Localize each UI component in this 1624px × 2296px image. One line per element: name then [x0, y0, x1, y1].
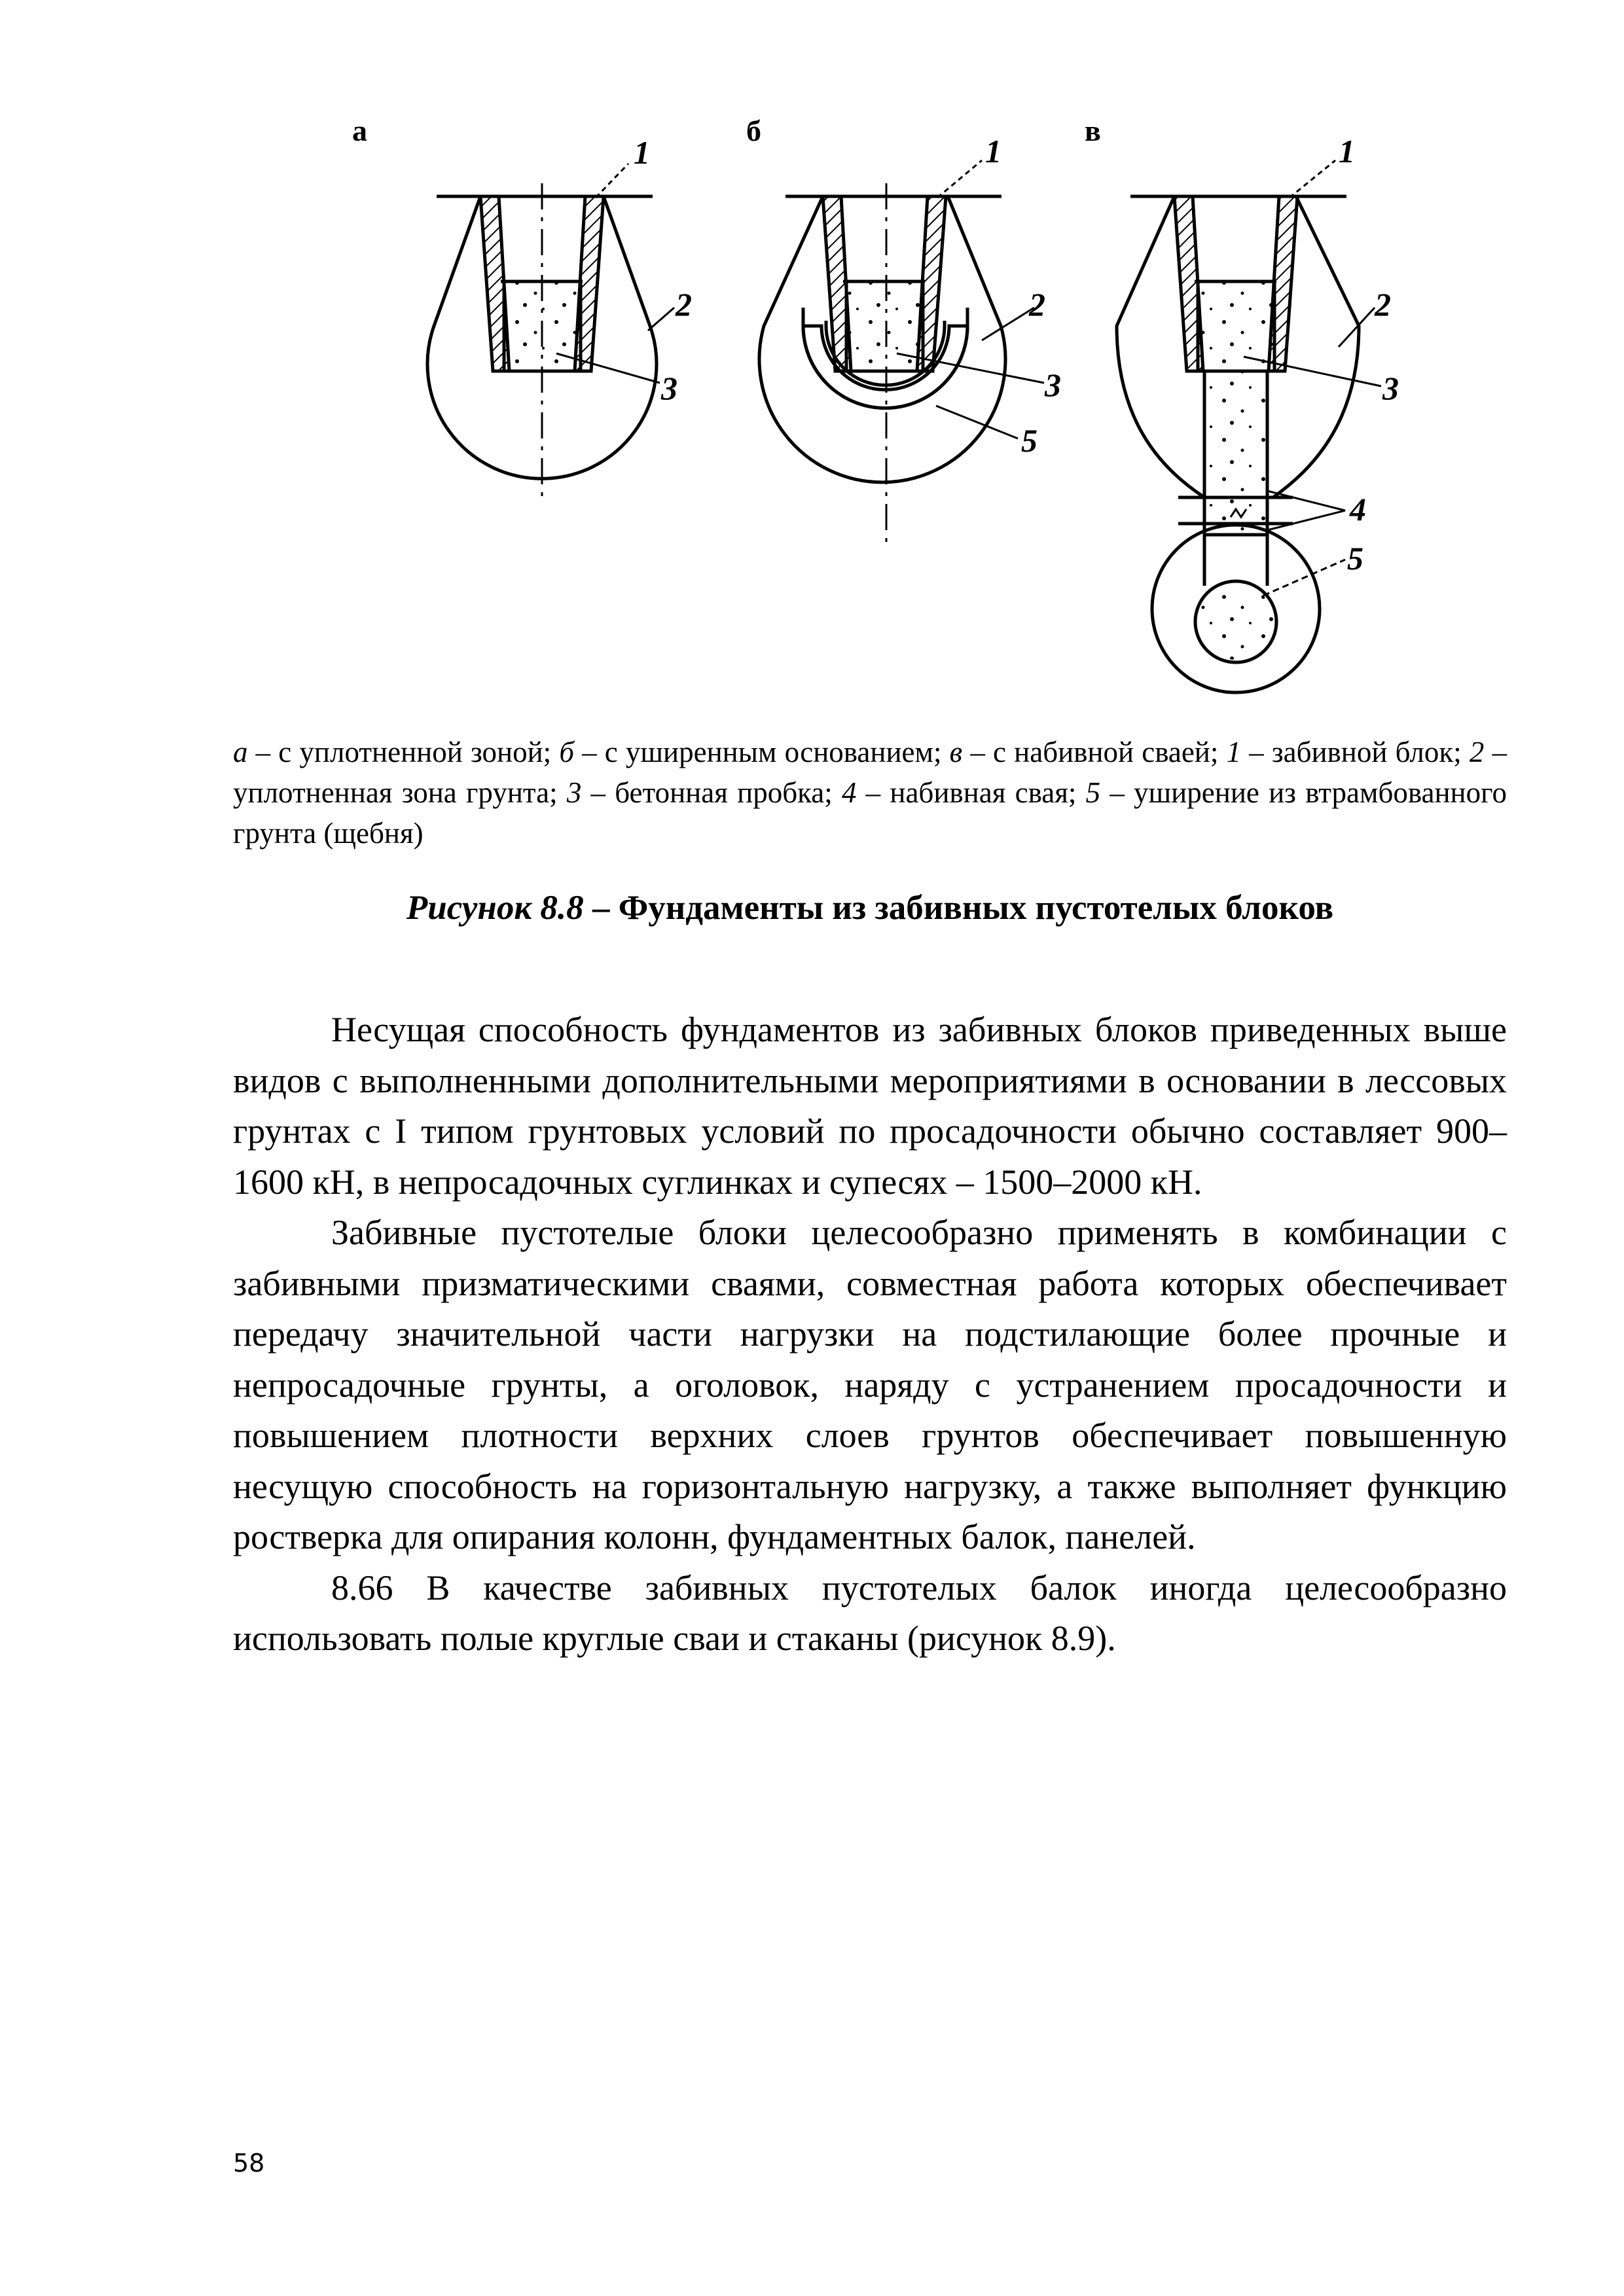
- callout-b-1: 1: [985, 133, 1001, 170]
- caption-key-1: 1: [1226, 736, 1242, 768]
- panel-label-b: б: [746, 114, 761, 147]
- caption-key-a: а: [233, 736, 248, 768]
- callout-b-3: 3: [1045, 367, 1061, 403]
- caption-text-3: – бетонная пробка;: [581, 776, 842, 809]
- paragraph-3: 8.66 В качестве забивных пустотелых балок иногда целесообразно использовать полые круглые сваи и стаканы (рисунок 8.9).: [233, 1568, 1507, 1658]
- caption-key-5: 5: [1085, 776, 1101, 809]
- panel-label-c: в: [1085, 114, 1101, 147]
- foundation-figure: [0, 0, 1624, 733]
- callout-a-1: 1: [634, 134, 650, 171]
- caption-key-c: в: [949, 736, 963, 768]
- callout-a-2: 2: [676, 286, 692, 323]
- caption-text-b: – с уширенным основанием;: [573, 736, 950, 768]
- caption-key-3: 3: [566, 776, 582, 809]
- page-number: 58: [233, 2149, 265, 2178]
- figure-caption: [233, 732, 1507, 853]
- caption-key-2: 2: [1469, 736, 1485, 768]
- figure-title: [233, 885, 1507, 931]
- panel-c: [1085, 114, 1399, 692]
- figure-title-text: – Фундаменты из забивных пустотелых блоков: [583, 889, 1334, 927]
- caption-text-a: – с уплотненной зоной;: [247, 736, 560, 768]
- callout-c-2: 2: [1375, 286, 1391, 323]
- callout-c-1: 1: [1339, 133, 1355, 170]
- panel-b: [746, 114, 1061, 543]
- callout-b-5: 5: [1021, 422, 1038, 459]
- caption-key-b: б: [559, 736, 574, 768]
- caption-text-1: – забивной блок;: [1241, 736, 1470, 768]
- paragraph-1: Несущая способность фундаментов из забивных блоков приведенных выше видов с выполненными дополнительными мероприятиями в основании в лессовых грунтах с I типом грунтовых условий по просадочности обычно составляет 900–1600 кН, в непросадочных суглинках и супесях – 1500–2000 кН.: [233, 1010, 1507, 1202]
- caption-key-4: 4: [841, 776, 857, 809]
- panel-a: [352, 114, 692, 504]
- caption-text-c: – с набивной сваей;: [962, 736, 1227, 768]
- caption-text-2: – уплотненная зона грунта;: [233, 736, 1507, 809]
- paragraph-2: Забивные пустотелые блоки целесообразно применять в комбинации с забивными призматическими сваями, совместная работа которых обеспечивает передачу значительной части нагрузки на подстилающие более прочные и непросадочные грунты, а оголовок, наряду с устранением просадочности и повышением плотности верхних слоев грунтов обеспечивает повышенную несущую способность на горизонтальную нагрузку, а также выполняет функцию ростверка для опирания колонн, фундаментных балок, панелей.: [233, 1213, 1507, 1556]
- callout-c-3: 3: [1382, 370, 1399, 406]
- panel-label-a: а: [352, 114, 367, 147]
- callout-c-5: 5: [1347, 540, 1363, 577]
- body-text: [233, 1005, 1507, 1664]
- callout-a-3: 3: [661, 370, 677, 406]
- callout-c-4: 4: [1350, 491, 1366, 528]
- figure-title-label: Рисунок 8.8: [406, 889, 584, 927]
- caption-text-4: – набивная свая;: [856, 776, 1086, 809]
- callout-b-2: 2: [1029, 286, 1045, 323]
- caption-text-5: – уширение из втрамбованного грунта (щебня): [233, 776, 1507, 850]
